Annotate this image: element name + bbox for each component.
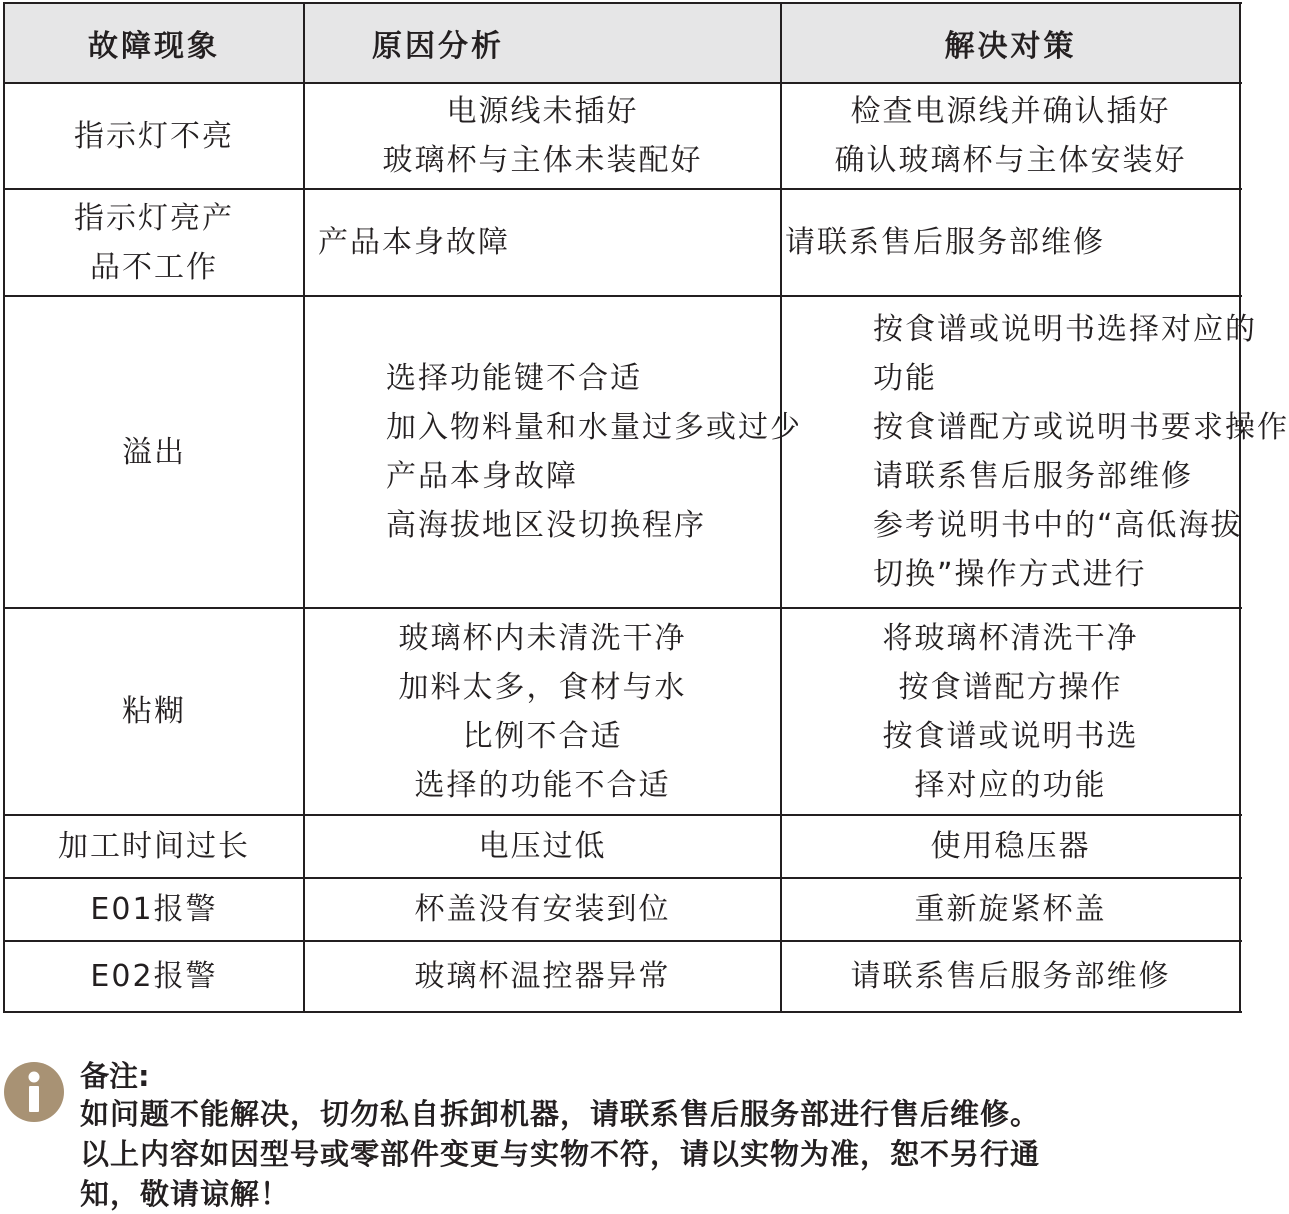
cell-text-line: 择对应的功能	[914, 767, 1107, 803]
table-cell-cause	[304, 608, 781, 815]
cell-text-line: 请联系售后服务部维修	[785, 225, 1105, 260]
cell-text-line: 检查电源线并确认插好	[850, 94, 1171, 129]
cell-text-line: E01报警	[90, 892, 218, 927]
cell-text-line: 按食谱或说明书选择对应的	[873, 312, 1257, 347]
table-cell-cause	[304, 189, 781, 296]
cell-text-line: 功能	[873, 361, 937, 396]
table-cell-symptom	[4, 608, 304, 815]
table-cell-cause	[304, 815, 781, 878]
table-cell-symptom	[4, 941, 304, 1012]
table-header-cause	[304, 3, 781, 83]
cell-text-line: 请联系售后服务部维修	[873, 459, 1193, 494]
table-cell-solution	[781, 878, 1240, 941]
table-cell-symptom	[4, 296, 304, 608]
cell-text-line: 比例不合适	[462, 718, 623, 754]
cell-text-line: 切换”操作方式进行	[873, 557, 1147, 592]
cell-text-line: 产品本身故障	[318, 225, 510, 260]
table-cell-symptom	[4, 189, 304, 296]
cell-text-line: 玻璃杯内未清洗干净	[398, 620, 687, 656]
cell-text-line: 将玻璃杯清洗干净	[882, 620, 1139, 656]
header-label: 原因分析	[372, 29, 504, 64]
cell-text-line: 加料太多，食材与水	[398, 669, 687, 705]
cell-text-line: E02报警	[90, 959, 218, 994]
table-cell-symptom	[4, 815, 304, 878]
note-body	[80, 1094, 1230, 1214]
table-header-solution	[781, 3, 1240, 83]
table-header-symptom	[4, 3, 304, 83]
table-cell-cause	[304, 941, 781, 1012]
cell-text-line: 按食谱配方操作	[898, 669, 1123, 705]
header-label: 解决对策	[944, 29, 1077, 64]
table-cell-solution	[781, 296, 1289, 608]
cell-text-line: 玻璃杯与主体未装配好	[382, 143, 703, 178]
table-cell-symptom	[4, 878, 304, 941]
cell-text-line: 电压过低	[478, 829, 607, 864]
table-cell-solution	[781, 941, 1240, 1012]
cell-text-line: 品不工作	[90, 249, 218, 285]
cell-text-line: 玻璃杯温控器异常	[414, 959, 671, 994]
note-line: 知，敬请谅解！	[80, 1177, 291, 1211]
header-label: 故障现象	[88, 29, 220, 64]
cell-text-line: 按食谱或说明书选	[882, 718, 1139, 754]
cell-text-line: 请联系售后服务部维修	[850, 959, 1171, 994]
cell-text-line: 指示灯亮产	[74, 200, 234, 236]
table-cell-solution	[781, 189, 1240, 296]
cell-text-line: 指示灯不亮	[74, 118, 234, 154]
note-title: 备注:	[80, 1059, 150, 1093]
note-line: 如问题不能解决，切勿私自拆卸机器，请联系售后服务部进行售后维修。	[80, 1097, 1041, 1131]
cell-text-line: 高海拔地区没切换程序	[386, 508, 706, 543]
note-line: 以上内容如因型号或零部件变更与实物不符，请以实物为准，恕不另行通	[80, 1137, 1041, 1171]
cell-text-line: 加入物料量和水量过多或过少	[386, 410, 802, 445]
table-cell-solution	[781, 83, 1240, 189]
cell-text-line: 选择功能键不合适	[386, 361, 642, 396]
cell-text-line: 使用稳压器	[930, 829, 1091, 864]
cell-text-line: 选择的功能不合适	[414, 767, 671, 803]
cell-text-line: 粘糊	[122, 694, 186, 729]
table-cell-symptom	[4, 83, 304, 189]
table-cell-cause	[304, 878, 781, 941]
cell-text-line: 按食谱配方或说明书要求操作	[873, 410, 1289, 445]
cell-text-line: 加工时间过长	[58, 829, 250, 864]
cell-text-line: 参考说明书中的“高低海拔	[873, 508, 1243, 543]
table-cell-cause	[304, 83, 781, 189]
cell-text-line: 产品本身故障	[386, 459, 578, 494]
info-icon	[4, 1062, 64, 1122]
cell-text-line: 电源线未插好	[446, 94, 639, 129]
cell-text-line: 重新旋紧杯盖	[914, 892, 1107, 927]
table-cell-solution	[781, 608, 1240, 815]
table-cell-solution	[781, 815, 1240, 878]
cell-text-line: 杯盖没有安装到位	[414, 892, 671, 927]
table-cell-cause	[304, 296, 802, 608]
cell-text-line: 溢出	[122, 434, 186, 470]
cell-text-line: 确认玻璃杯与主体安装好	[834, 143, 1187, 178]
